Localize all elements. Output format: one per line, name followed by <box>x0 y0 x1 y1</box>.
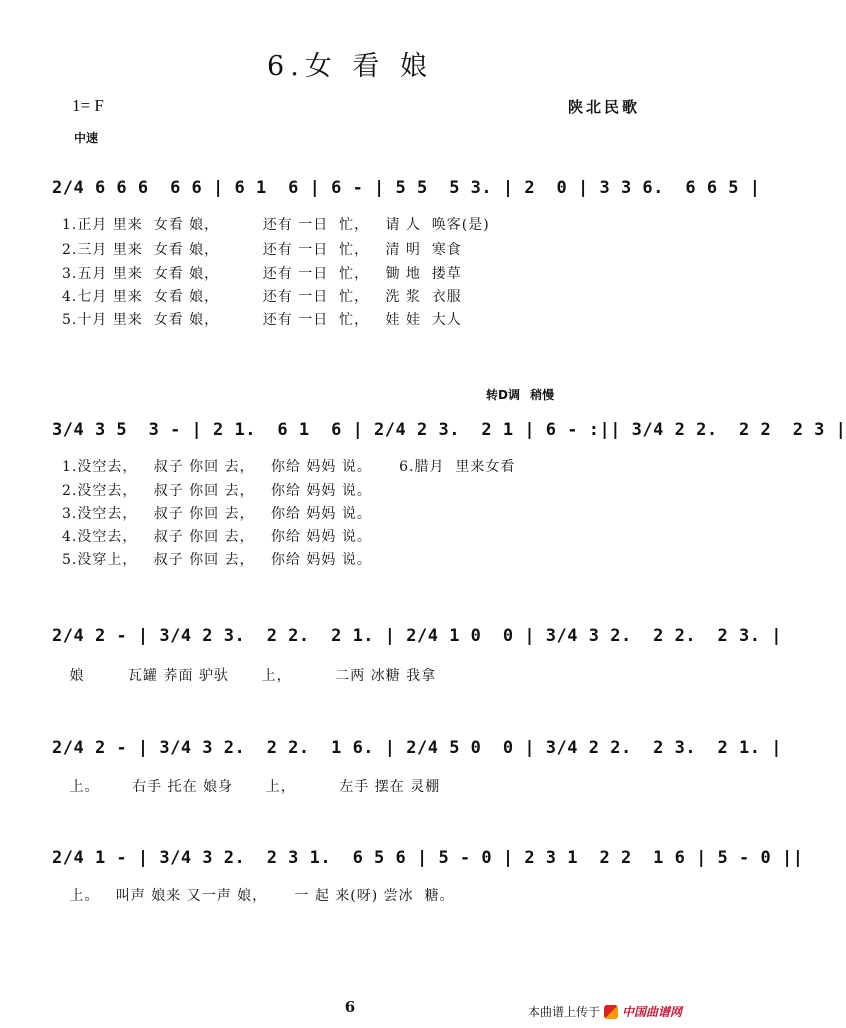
lyric-line: 1.正月 里来 女看 娘， 还有 一日 忙， 请 人 唤客(是) <box>62 217 490 233</box>
key-signature: 1= F <box>72 96 104 115</box>
lyric-line: 3.五月 里来 女看 娘， 还有 一日 忙， 锄 地 搂草 <box>62 266 462 282</box>
notation-line-1: 2/4 6 6 6 6 6 | 6 1 6 | 6 - | 5 5 5 3. | 2 0 | 3 3 6. 6 6 5 | <box>52 178 761 198</box>
footer-brand: 中国曲谱网 <box>621 1005 682 1019</box>
lyric-line: 2.三月 里来 女看 娘， 还有 一日 忙， 清 明 寒食 <box>62 242 462 258</box>
page-number: 6 <box>344 998 356 1016</box>
lyric-line: 1.没空去， 叔子 你回 去， 你给 妈妈 说。 6.腊月 里来女看 <box>62 459 516 475</box>
notation-line-3: 2/4 2 - | 3/4 2 3. 2 2. 2 1. | 2/4 1 0 0 | 3/4 3 2. 2 2. 2 3. | <box>52 626 782 646</box>
lyric-line: 4.没空去， 叔子 你回 去， 你给 妈妈 说。 <box>62 529 372 545</box>
notation-line-5: 2/4 1 - | 3/4 3 2. 2 3 1. 6 5 6 | 5 - 0 | 2 3 1 2 2 1 6 | 5 - 0 || <box>52 848 804 868</box>
lyric-line: 5.没穿上， 叔子 你回 去， 你给 妈妈 说。 <box>62 552 372 568</box>
lyric-line: 娘 瓦罐 荞面 驴驮 上， 二两 冰糖 我拿 <box>64 668 437 684</box>
lyric-line: 2.没空去， 叔子 你回 去， 你给 妈妈 说。 <box>62 483 372 499</box>
modulation-note: 转D调 稍慢 <box>486 388 555 402</box>
lyric-line: 上。 右手 托在 娘身 上， 左手 摆在 灵棚 <box>64 779 441 795</box>
notation-line-4: 2/4 2 - | 3/4 3 2. 2 2. 1 6. | 2/4 5 0 0 | 3/4 2 2. 2 3. 2 1. | <box>52 738 782 758</box>
lyric-line: 5.十月 里来 女看 娘， 还有 一日 忙， 娃 娃 大人 <box>62 312 462 328</box>
site-logo-icon <box>604 1005 618 1019</box>
lyric-line: 4.七月 里来 女看 娘， 还有 一日 忙， 洗 浆 衣服 <box>62 289 462 305</box>
composer-credit: 陕北民歌 <box>567 98 640 116</box>
tempo-marking: 中速 <box>74 131 99 145</box>
footer-watermark <box>528 1003 682 1020</box>
notation-line-2: 3/4 3 5 3 - | 2 1. 6 1 6 | 2/4 2 3. 2 1 | 6 - :|| 3/4 2 2. 2 2 2 3 | <box>52 420 846 440</box>
lyric-line: 上。 叫声 娘来 又一声 娘， 一 起 来(呀) 尝冰 糖。 <box>64 888 455 904</box>
song-title: 6.女 看 娘 <box>267 51 433 82</box>
footer-text: 本曲谱上传于 <box>527 1005 600 1019</box>
lyric-line: 3.没空去， 叔子 你回 去， 你给 妈妈 说。 <box>62 506 372 522</box>
